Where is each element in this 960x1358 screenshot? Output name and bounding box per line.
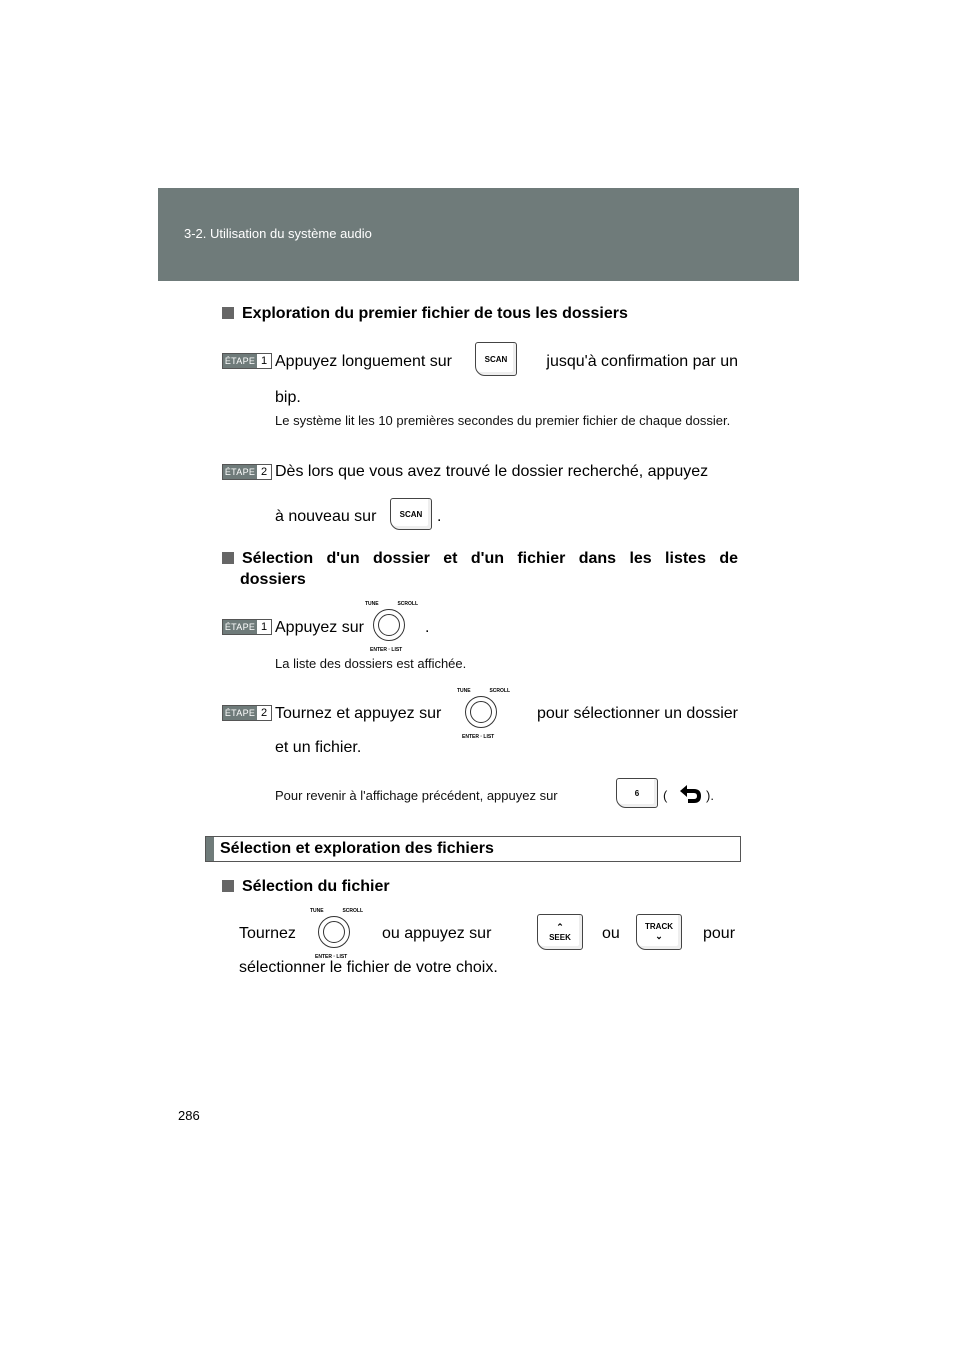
step-note: La liste des dossiers est affichée. xyxy=(275,656,467,671)
scan-button-icon: SCAN xyxy=(475,342,517,376)
step-text: bip. xyxy=(275,389,301,406)
seek-button-icon: ⌃ SEEK xyxy=(537,914,583,950)
step-note: ). xyxy=(706,788,714,803)
step-text: pour sélectionner un dossier xyxy=(536,705,738,722)
step-text: Dès lors que vous avez trouvé le dossier recherché, appuyez xyxy=(275,463,709,480)
step-text: Tournez et appuyez sur xyxy=(275,705,442,722)
step-text: à nouveau sur xyxy=(275,508,377,525)
body-text: Tournez xyxy=(239,925,296,942)
section-title: 3-2. Utilisation du système audio xyxy=(184,226,372,241)
section-box-title: Sélection et exploration des fichiers xyxy=(205,836,741,862)
tune-knob-icon: TUNE SCROLL ENTER · LIST xyxy=(365,601,418,653)
step-text: . xyxy=(437,508,442,525)
heading-explore-first-file: Exploration du premier fichier de tous les dossiers xyxy=(222,305,628,323)
square-bullet-icon xyxy=(222,552,234,564)
back-arrow-icon xyxy=(674,782,704,806)
step-badge: ÉTAPE 2 xyxy=(222,464,272,480)
heading-select-file: Sélection du fichier xyxy=(222,878,390,896)
step-badge: ÉTAPE 1 xyxy=(222,353,272,369)
step-note: ( xyxy=(663,788,668,803)
chapter-header xyxy=(158,188,799,281)
heading-select-folder-cont: dossiers xyxy=(240,571,306,588)
square-bullet-icon xyxy=(222,307,234,319)
step-text: . xyxy=(425,619,430,636)
step-text: et un fichier. xyxy=(275,739,362,756)
body-text: ou appuyez sur xyxy=(382,925,492,942)
step-badge: ÉTAPE 1 xyxy=(222,619,272,635)
body-text: sélectionner le fichier de votre choix. xyxy=(239,959,498,976)
scan-button-icon: SCAN xyxy=(390,498,432,530)
body-text: ou xyxy=(602,925,620,942)
step-note: Pour revenir à l'affichage précédent, appuyez sur xyxy=(275,788,558,803)
tune-knob-icon: TUNE SCROLL ENTER · LIST xyxy=(457,688,510,740)
step-badge: ÉTAPE 2 xyxy=(222,705,272,721)
step-text: Appuyez longuement sur xyxy=(275,353,452,370)
body-text: pour xyxy=(703,925,736,942)
page-number: 286 xyxy=(178,1108,200,1123)
square-bullet-icon xyxy=(222,880,234,892)
tune-knob-icon: TUNE SCROLL ENTER · LIST xyxy=(310,908,363,960)
heading-select-folder: Sélection d'un dossier et d'un fichier dans les listes de xyxy=(222,550,738,568)
step-note: Le système lit les 10 premières secondes du premier fichier de chaque dossier. xyxy=(275,413,731,428)
step-text: Appuyez sur xyxy=(275,619,364,636)
track-button-icon: TRACK ⌄ xyxy=(636,914,682,950)
step-text: jusqu'à confirmation par un xyxy=(546,353,738,370)
preset-6-button-icon: 6 xyxy=(616,778,658,808)
